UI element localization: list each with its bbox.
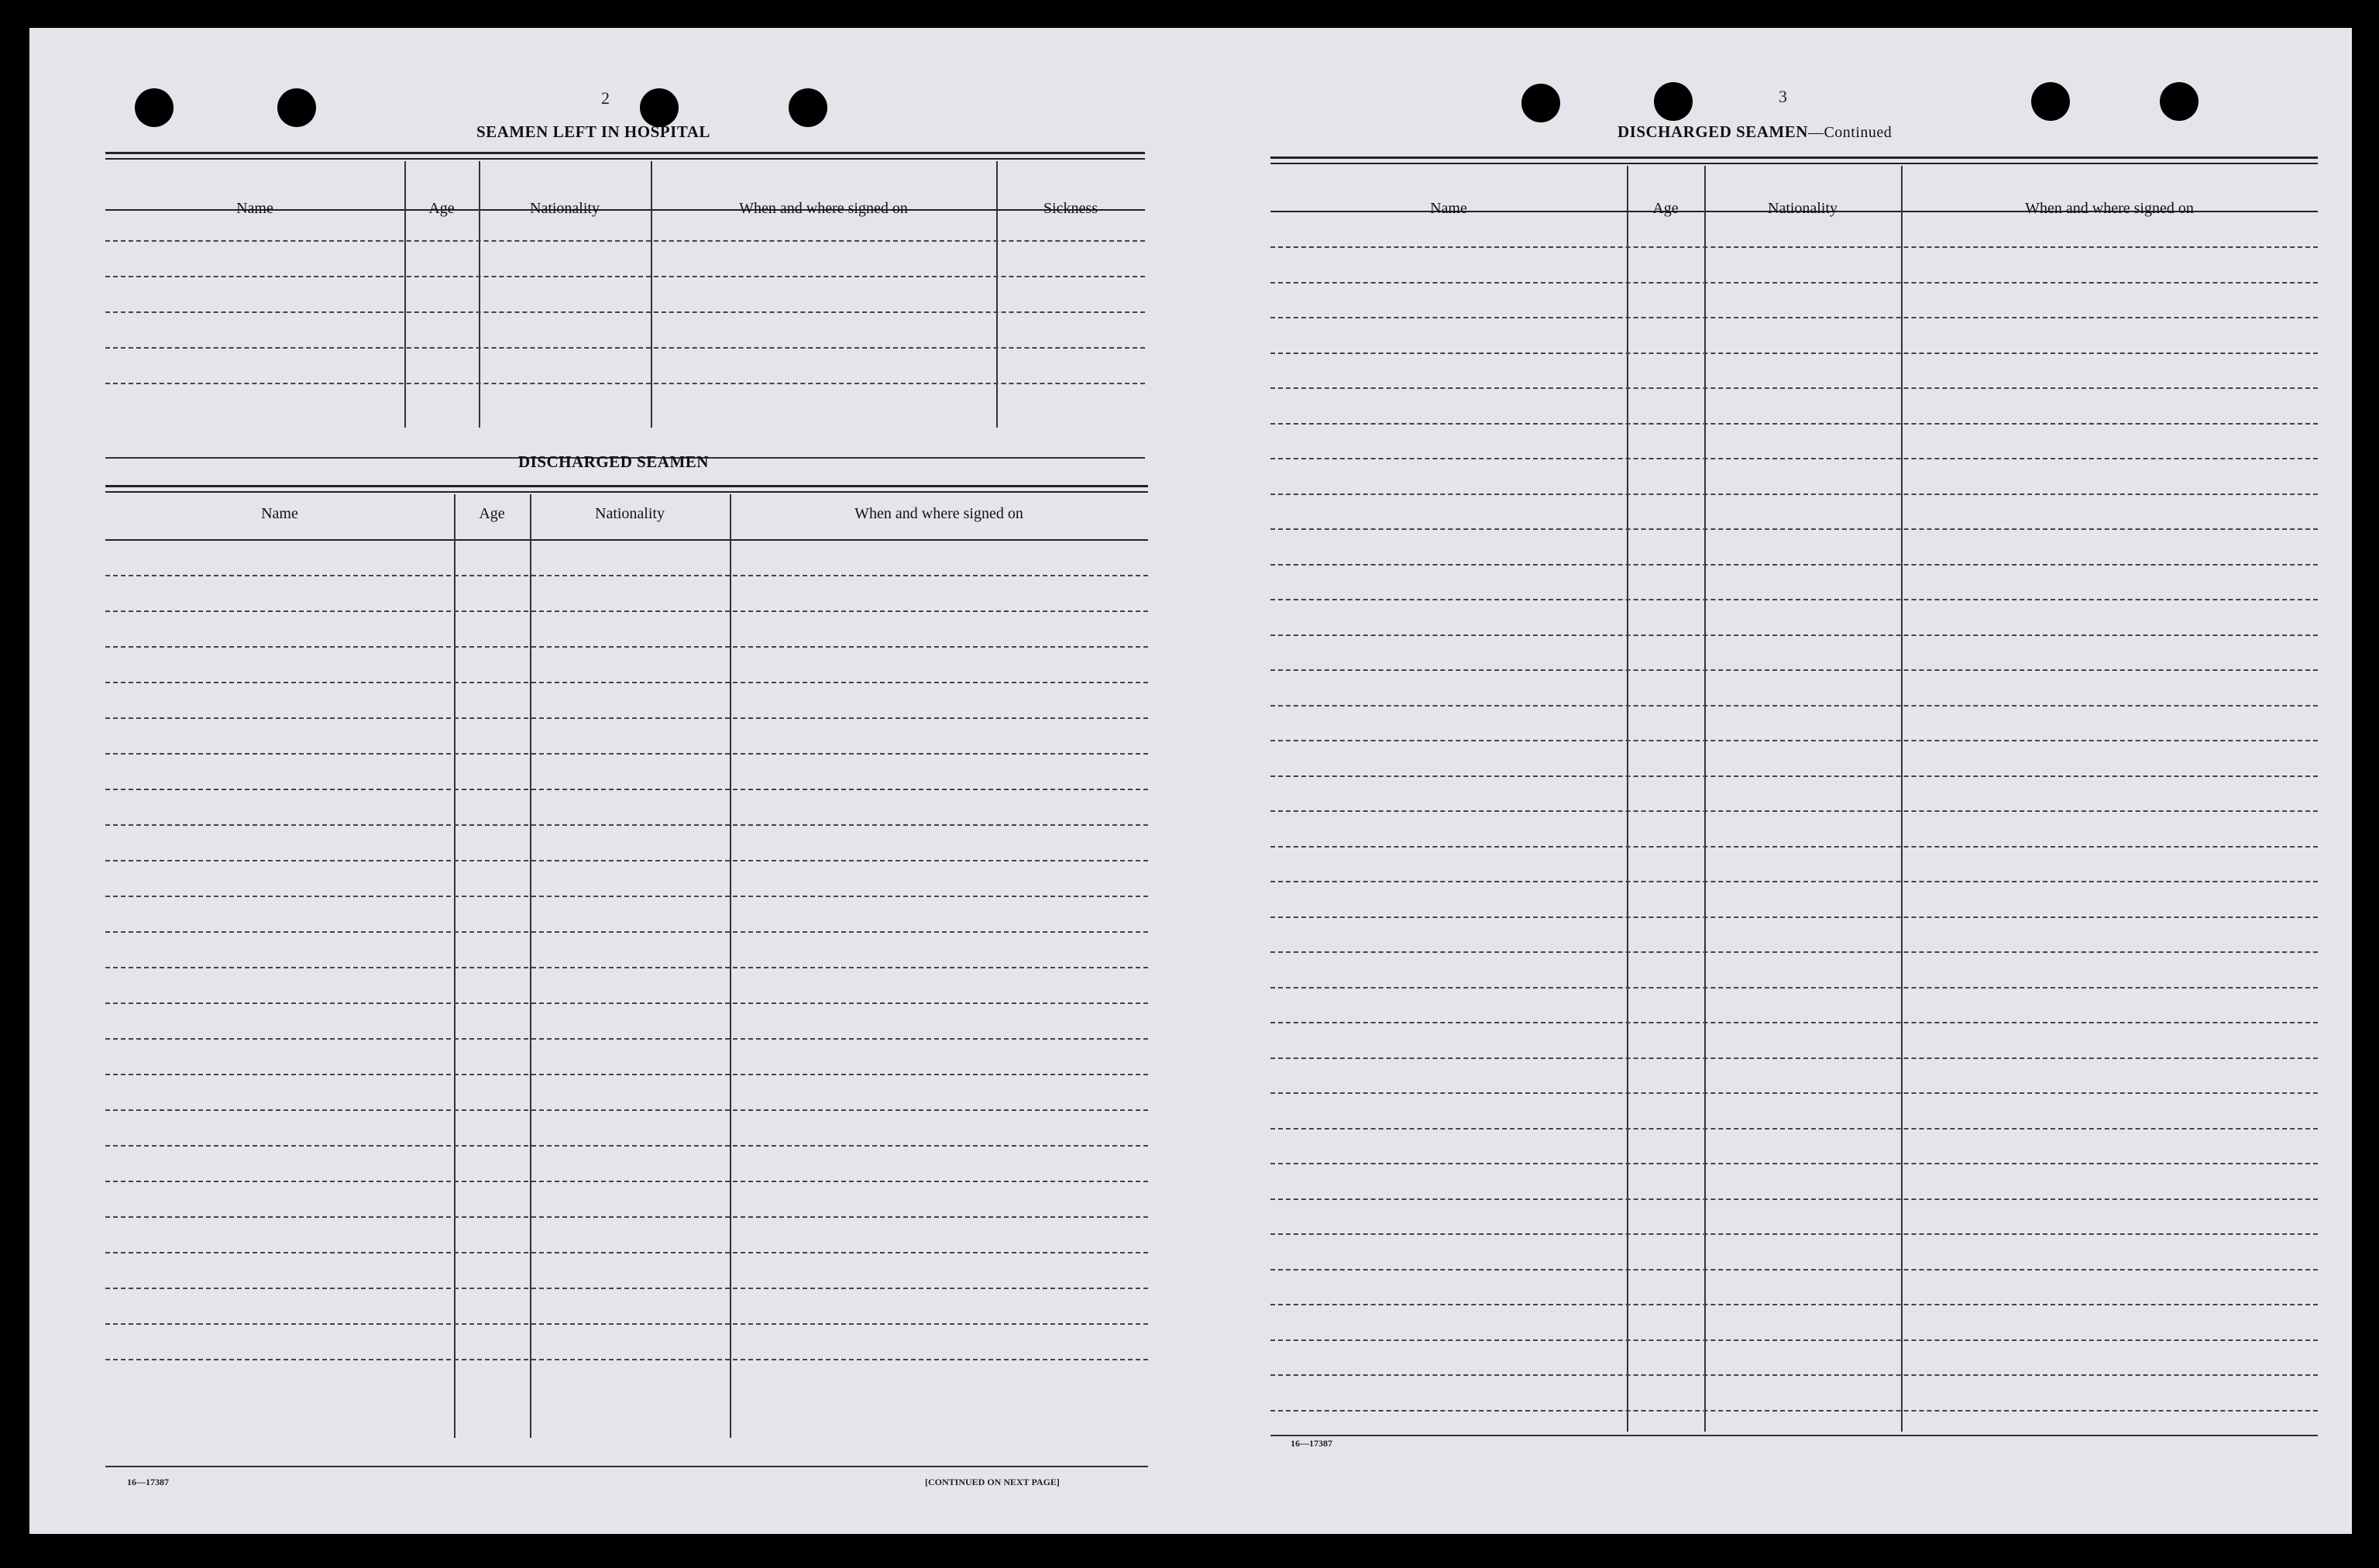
page-number: 3 — [1779, 87, 1787, 106]
continued-note: [CONTINUED ON NEXT PAGE] — [925, 1477, 1060, 1487]
table-row — [1270, 387, 2318, 389]
col-header-signed-on: When and where signed on — [2025, 200, 2194, 217]
table-row — [105, 646, 1148, 648]
table-row — [105, 240, 1145, 242]
table-row — [1270, 352, 2318, 354]
section-title-hospital: SEAMEN LEFT IN HOSPITAL — [476, 122, 710, 141]
table-row — [105, 967, 1148, 968]
table-row — [1270, 634, 2318, 636]
col-header-age: Age — [479, 505, 505, 522]
table-row — [1270, 458, 2318, 459]
table-top-rule — [105, 158, 1145, 160]
table-row — [105, 789, 1148, 790]
table-row — [1270, 1092, 2318, 1094]
col-header-nationality: Nationality — [595, 505, 665, 522]
table-row — [105, 682, 1148, 683]
table-bottom-rule — [105, 1466, 1148, 1467]
table-top-rule — [105, 485, 1148, 487]
header-bottom-rule — [105, 539, 1148, 541]
col-header-name: Name — [261, 505, 298, 522]
table-row — [1270, 1410, 2318, 1412]
punch-hole — [277, 88, 316, 127]
table-row — [105, 824, 1148, 826]
col-header-name: Name — [236, 200, 273, 217]
table-row — [1270, 810, 2318, 812]
section-title-discharged: DISCHARGED SEAMEN — [518, 452, 709, 471]
table-row — [1270, 1057, 2318, 1059]
discharged-table-left — [105, 485, 1148, 1469]
column-divider — [1704, 166, 1706, 1432]
table-top-rule — [105, 491, 1148, 493]
punch-hole — [789, 88, 827, 127]
table-row — [105, 1359, 1148, 1360]
col-header-sickness: Sickness — [1043, 200, 1098, 217]
table-row — [1270, 1304, 2318, 1305]
table-row — [1270, 564, 2318, 566]
table-row — [1270, 916, 2318, 918]
table-row — [105, 1145, 1148, 1147]
table-row — [1270, 317, 2318, 318]
title-suffix: —Continued — [1807, 124, 1893, 141]
table-row — [105, 753, 1148, 755]
table-row — [1270, 1198, 2318, 1200]
table-row — [105, 717, 1148, 719]
col-header-nationality: Nationality — [530, 200, 600, 217]
table-row — [1270, 528, 2318, 530]
col-header-nationality: Nationality — [1768, 200, 1838, 217]
col-header-age: Age — [428, 200, 455, 217]
table-row — [105, 1109, 1148, 1111]
table-row — [105, 931, 1148, 933]
punch-hole — [135, 88, 174, 127]
discharged-table-right — [1270, 156, 2318, 1436]
table-top-rule — [1270, 156, 2318, 159]
punch-hole — [640, 88, 679, 127]
table-row — [1270, 1128, 2318, 1130]
table-row — [1270, 705, 2318, 707]
page-number: 2 — [601, 88, 610, 108]
table-row — [1270, 246, 2318, 248]
column-divider — [454, 494, 456, 1438]
table-row — [105, 896, 1148, 897]
form-number: 16—17387 — [1291, 1438, 1332, 1449]
table-row — [1270, 775, 2318, 777]
table-row — [105, 1181, 1148, 1182]
column-divider — [1901, 166, 1903, 1432]
table-row — [1270, 282, 2318, 284]
table-row — [105, 1252, 1148, 1253]
table-row — [1270, 1163, 2318, 1164]
title-main: DISCHARGED SEAMEN — [1618, 122, 1808, 141]
table-row — [105, 1038, 1148, 1040]
table-row — [1270, 1339, 2318, 1341]
section-title-discharged-continued — [1618, 122, 1892, 142]
col-header-age: Age — [1652, 200, 1679, 217]
col-header-signed-on: When and where signed on — [854, 505, 1023, 522]
table-row — [1270, 951, 2318, 953]
table-row — [105, 347, 1145, 349]
table-row — [1270, 1269, 2318, 1271]
table-row — [105, 276, 1145, 277]
table-bottom-rule — [1270, 1435, 2318, 1436]
hospital-table — [105, 152, 1145, 462]
col-header-name: Name — [1430, 200, 1467, 217]
col-header-signed-on: When and where signed on — [739, 200, 908, 217]
table-row — [105, 610, 1148, 612]
table-top-rule — [1270, 163, 2318, 164]
table-row — [105, 1323, 1148, 1325]
table-row — [105, 383, 1145, 384]
table-row — [105, 1002, 1148, 1004]
table-row — [1270, 1374, 2318, 1376]
table-row — [1270, 1233, 2318, 1235]
punch-hole — [2160, 82, 2199, 121]
table-row — [1270, 881, 2318, 882]
table-row — [1270, 846, 2318, 848]
table-row — [1270, 423, 2318, 425]
table-row — [105, 1074, 1148, 1075]
table-row — [105, 1288, 1148, 1289]
punch-hole — [1521, 84, 1560, 122]
table-row — [1270, 987, 2318, 989]
table-row — [1270, 1022, 2318, 1023]
column-divider — [1627, 166, 1628, 1432]
table-row — [1270, 599, 2318, 600]
table-row — [105, 860, 1148, 861]
punch-hole — [2031, 82, 2070, 121]
table-row — [1270, 669, 2318, 671]
punch-hole — [1654, 82, 1693, 121]
table-top-rule — [105, 152, 1145, 154]
table-row — [105, 575, 1148, 576]
column-divider — [530, 494, 531, 1438]
table-row — [105, 311, 1145, 313]
form-sheet — [29, 28, 2352, 1534]
table-row — [1270, 740, 2318, 741]
table-row — [1270, 493, 2318, 495]
column-divider — [730, 494, 731, 1438]
table-row — [105, 1216, 1148, 1218]
form-number: 16—17387 — [127, 1477, 169, 1487]
